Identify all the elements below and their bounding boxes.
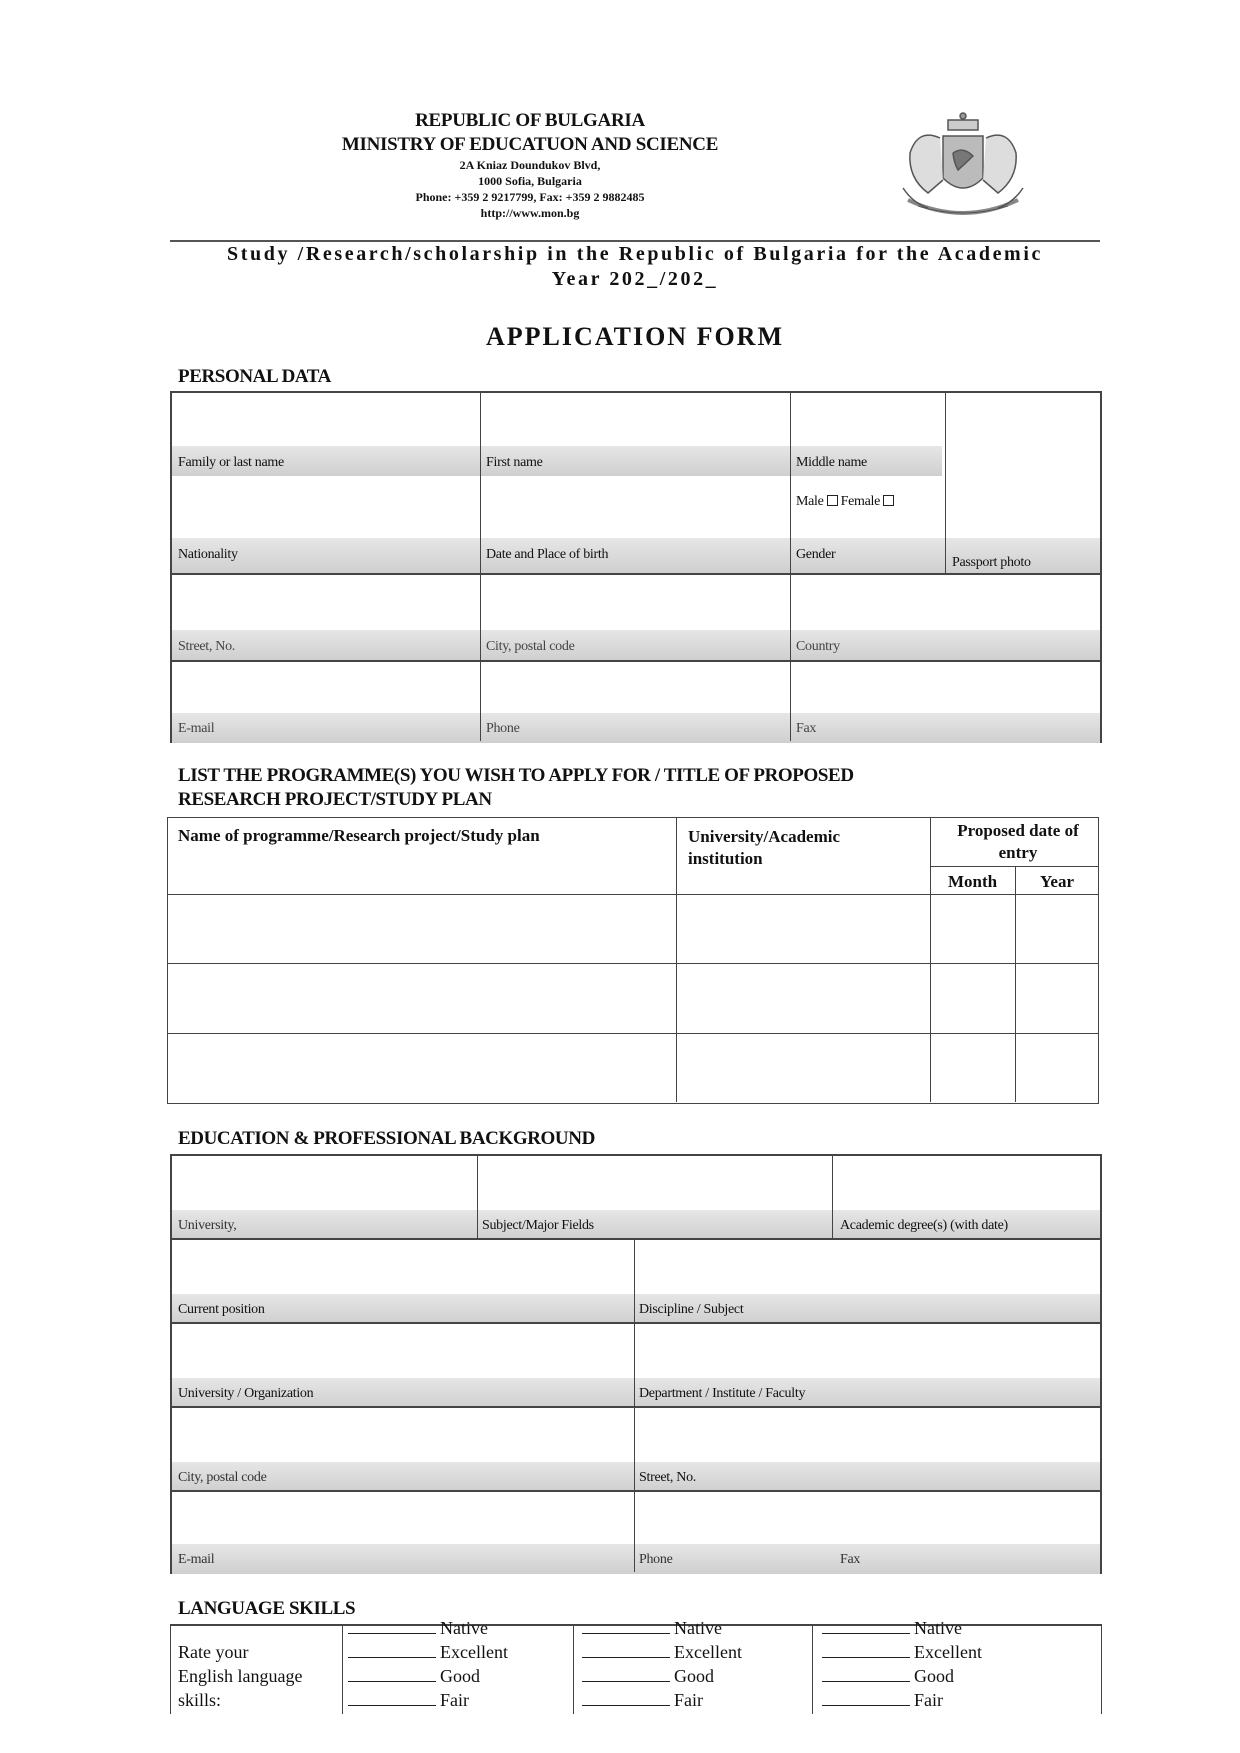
section-programmes-line1: LIST THE PROGRAMME(S) YOU WISH TO APPLY FOR / TITLE OF PROPOSED (178, 765, 854, 786)
header-country: REPUBLIC OF BULGARIA (415, 110, 645, 131)
programme-3-month-field[interactable] (932, 1035, 1014, 1101)
programme-3-year-field[interactable] (1017, 1035, 1097, 1101)
label-first-name: First name (486, 455, 543, 470)
prompt-line1: Rate your (178, 1642, 249, 1662)
work-street-field[interactable] (637, 1410, 1098, 1460)
level-native: Native (440, 1618, 488, 1638)
rating-2-fair-blank[interactable] (582, 1691, 670, 1706)
programme-1-month-field[interactable] (932, 896, 1014, 962)
prompt-line2: English language (178, 1666, 303, 1686)
label-university-organization: University / Organization (178, 1386, 314, 1401)
language-rating-group-3 (822, 1616, 982, 1712)
rating-2-native-blank[interactable] (582, 1619, 670, 1634)
level-good: Good (914, 1666, 954, 1686)
section-education: EDUCATION & PROFESSIONAL BACKGROUND (178, 1128, 595, 1149)
work-city-postal-code-field[interactable] (174, 1410, 632, 1460)
level-good: Good (440, 1666, 480, 1686)
coat-of-arms-icon (888, 108, 1038, 228)
rating-3-native-blank[interactable] (822, 1619, 910, 1634)
label-date-place-of-birth: Date and Place of birth (486, 547, 609, 562)
label-subject-major: Subject/Major Fields (482, 1218, 594, 1233)
gender-female-label: Female (840, 494, 880, 509)
university-field[interactable] (174, 1158, 474, 1208)
programme-1-university-field[interactable] (678, 896, 928, 962)
label-country: Country (796, 639, 840, 654)
section-language-skills: LANGUAGE SKILLS (178, 1598, 356, 1619)
phone-field[interactable] (484, 663, 788, 713)
page-title: APPLICATION FORM (485, 322, 784, 351)
current-position-field[interactable] (174, 1242, 632, 1292)
level-native: Native (674, 1618, 722, 1638)
subject-major-field[interactable] (480, 1158, 830, 1208)
first-name-field[interactable] (484, 395, 788, 443)
gender-male-label: Male (796, 494, 824, 509)
header-address-line2: 1000 Sofia, Bulgaria (478, 174, 582, 188)
header-ministry: MINISTRY OF EDUCATUON AND SCIENCE (341, 134, 719, 155)
personal-data-table (170, 391, 1102, 743)
rating-3-good-blank[interactable] (822, 1667, 910, 1682)
label-family-name: Family or last name (178, 455, 284, 470)
label-department: Department / Institute / Faculty (639, 1386, 806, 1401)
level-native: Native (914, 1618, 962, 1638)
header-divider (170, 240, 1100, 242)
rating-1-excellent-blank[interactable] (348, 1643, 436, 1658)
middle-name-field[interactable] (794, 395, 942, 443)
label-fax: Fax (796, 721, 817, 736)
label-gender: Gender (796, 547, 836, 562)
section-programmes-line2: RESEARCH PROJECT/STUDY PLAN (178, 789, 492, 810)
programme-2-name-field[interactable] (168, 965, 674, 1031)
passport-photo-box[interactable] (948, 395, 1098, 535)
label-city-postal-code: City, postal code (486, 639, 575, 654)
label-university: University, (178, 1218, 237, 1233)
col-programme-name: Name of programme/Research project/Study plan (178, 826, 540, 845)
work-phone-fax-field[interactable] (637, 1494, 1098, 1542)
rating-1-fair-blank[interactable] (348, 1691, 436, 1706)
label-academic-degree: Academic degree(s) (with date) (840, 1218, 1008, 1233)
label-current-position: Current position (178, 1302, 265, 1317)
level-excellent: Excellent (674, 1642, 742, 1662)
family-name-field[interactable] (174, 395, 478, 443)
language-rating-group-2 (582, 1616, 742, 1712)
subtitle-line1: Study /Research/scholarship in the Republic of Bulgaria for the Academic (227, 243, 1043, 265)
level-fair: Fair (674, 1690, 703, 1710)
col-university: University/Academic institution (688, 827, 841, 868)
label-nationality: Nationality (178, 547, 238, 562)
education-table (170, 1154, 1102, 1574)
header-address-line1: 2A Kniaz Doundukov Blvd, (459, 158, 601, 172)
level-excellent: Excellent (440, 1642, 508, 1662)
email-field[interactable] (174, 663, 478, 713)
section-personal-data: PERSONAL DATA (178, 366, 331, 387)
programme-2-year-field[interactable] (1017, 965, 1097, 1031)
language-rating-group-1 (348, 1616, 508, 1712)
programme-1-name-field[interactable] (168, 896, 674, 962)
work-email-field[interactable] (174, 1494, 632, 1542)
header-website: http://www.mon.bg (480, 206, 580, 220)
level-fair: Fair (440, 1690, 469, 1710)
academic-degree-field[interactable] (835, 1158, 1098, 1208)
rating-3-excellent-blank[interactable] (822, 1643, 910, 1658)
level-excellent: Excellent (914, 1642, 982, 1662)
rating-2-good-blank[interactable] (582, 1667, 670, 1682)
gender-male-checkbox[interactable] (827, 495, 838, 506)
programme-3-university-field[interactable] (678, 1035, 928, 1101)
gender-female-checkbox[interactable] (883, 495, 894, 506)
language-prompt (178, 1640, 302, 1712)
label-work-street: Street, No. (639, 1470, 696, 1485)
label-discipline: Discipline / Subject (639, 1302, 744, 1317)
col-year: Year (1040, 872, 1074, 891)
label-middle-name: Middle name (796, 455, 867, 470)
programmes-table (167, 817, 1099, 1104)
rating-1-good-blank[interactable] (348, 1667, 436, 1682)
street-field[interactable] (174, 577, 478, 629)
date-place-of-birth-field[interactable] (484, 481, 788, 537)
label-phone: Phone (486, 721, 520, 736)
department-field[interactable] (637, 1326, 1098, 1376)
header-contact: Phone: +359 2 9217799, Fax: +359 2 9882485 (415, 190, 645, 204)
city-postal-code-field[interactable] (484, 577, 788, 629)
label-work-city: City, postal code (178, 1470, 267, 1485)
fax-field[interactable] (794, 663, 1098, 713)
discipline-subject-field[interactable] (637, 1242, 1098, 1292)
rating-3-fair-blank[interactable] (822, 1691, 910, 1706)
label-work-email: E-mail (178, 1552, 215, 1567)
university-organization-field[interactable] (174, 1326, 632, 1376)
label-work-fax: Fax (840, 1552, 861, 1567)
col-month: Month (947, 872, 998, 891)
rating-2-excellent-blank[interactable] (582, 1643, 670, 1658)
col-proposed-date: Proposed date of entry (957, 821, 1079, 862)
rating-1-native-blank[interactable] (348, 1619, 436, 1634)
programme-2-university-field[interactable] (678, 965, 928, 1031)
label-work-phone: Phone (639, 1552, 673, 1567)
programme-1-year-field[interactable] (1017, 896, 1097, 962)
gender-options (796, 494, 897, 510)
level-good: Good (674, 1666, 714, 1686)
subtitle-line2: Year 202_/202_ (551, 268, 719, 290)
nationality-field[interactable] (174, 481, 478, 537)
programme-2-month-field[interactable] (932, 965, 1014, 1031)
label-email: E-mail (178, 721, 215, 736)
country-field[interactable] (794, 577, 1098, 629)
prompt-line3: skills: (178, 1690, 222, 1710)
label-passport-photo: Passport photo (952, 555, 1031, 570)
level-fair: Fair (914, 1690, 943, 1710)
label-street: Street, No. (178, 639, 235, 654)
programme-3-name-field[interactable] (168, 1035, 674, 1101)
